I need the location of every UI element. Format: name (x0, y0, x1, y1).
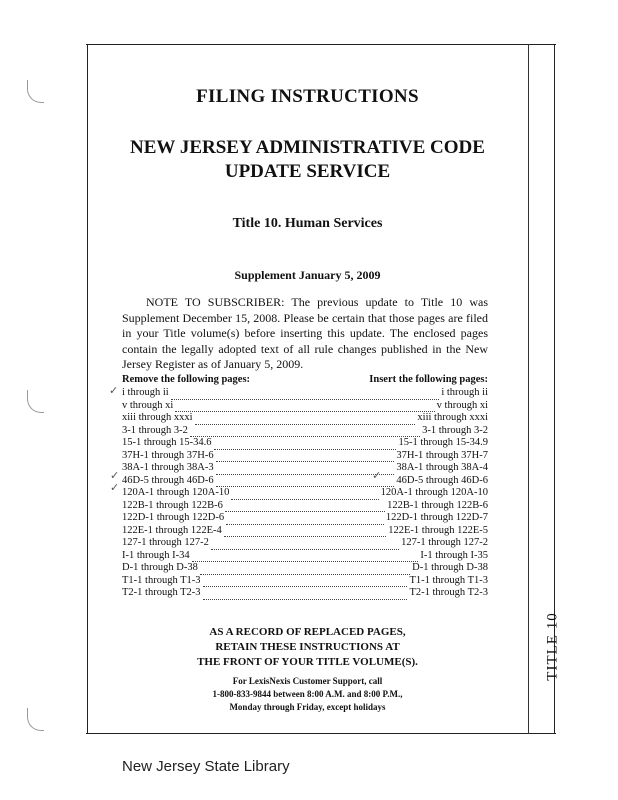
handwritten-check-mark: ✓ (110, 470, 120, 482)
dot-leader (171, 390, 440, 400)
code-heading-line2: UPDATE SERVICE (224, 161, 391, 182)
binder-hole-middle (27, 390, 44, 413)
remove-page-range: v through xi (122, 399, 174, 411)
insert-page-range: 127-1 through 127-2 (401, 537, 488, 548)
page-list-row (122, 400, 488, 413)
dot-leader (192, 552, 419, 562)
page-list-row (122, 425, 488, 438)
insert-page-range: I-1 through I-35 (420, 549, 488, 561)
support-line: For LexisNexis Customer Support, call (232, 676, 383, 686)
page-list-row (122, 462, 488, 475)
remove-page-range: 122B-1 through 122B-6 (122, 499, 223, 511)
page-list-row (122, 575, 488, 588)
remove-page-range: 120A-1 through 120A-10 (122, 487, 230, 498)
page-list-row (122, 537, 488, 550)
remove-page-range: 46D-5 through 46D-6 (122, 474, 214, 486)
remove-page-range: i through ii (122, 387, 169, 398)
dot-leader (214, 440, 397, 450)
title-tab-label: TITLE 10 (544, 611, 561, 681)
handwritten-check-mark: ✓ (372, 470, 382, 482)
insert-page-range: 38A-1 through 38A-4 (396, 462, 488, 473)
remove-page-range: 37H-1 through 37H-6 (122, 449, 214, 461)
page-list-row (122, 487, 488, 500)
dot-leader (226, 515, 384, 525)
code-heading-line1: NEW JERSEY ADMINISTRATIVE CODE (130, 137, 485, 158)
dot-leader (231, 490, 378, 500)
remove-page-range: 122E-1 through 122E-4 (122, 524, 222, 536)
remove-page-range: 38A-1 through 38A-3 (122, 462, 214, 473)
dot-leader (195, 415, 416, 425)
insert-page-range: D-1 through D-38 (412, 562, 488, 573)
code-heading (87, 136, 528, 184)
dot-leader (216, 465, 395, 475)
dot-leader (216, 477, 395, 487)
handwritten-check-mark: ✓ (110, 482, 120, 494)
remove-pages-header: Remove the following pages: (122, 374, 251, 385)
remove-page-range: D-1 through D-38 (122, 562, 198, 573)
insert-pages-header: Insert the following pages: (369, 374, 488, 385)
support-hours-line: Monday through Friday, except holidays (229, 702, 386, 712)
dot-leader (200, 565, 410, 575)
title-tab (541, 606, 565, 686)
dot-leader (175, 402, 434, 412)
dot-leader (211, 540, 399, 550)
handwritten-check-mark: ✓ (109, 385, 119, 397)
page-list-row (122, 437, 488, 450)
remove-page-range: 122D-1 through 122D-6 (122, 512, 225, 523)
remove-page-range: 15-1 through 15-34.6 (122, 437, 212, 448)
customer-support-info (87, 675, 528, 714)
insert-page-range: T2-1 through T2-3 (409, 587, 488, 598)
page-list-row (122, 450, 488, 463)
dot-leader (224, 527, 387, 537)
page-list-row (122, 475, 488, 488)
page-list-row (122, 562, 488, 575)
supplement-date-heading: Supplement January 5, 2009 (234, 268, 381, 282)
record-line: THE FRONT OF YOUR TITLE VOLUME(S). (197, 656, 418, 668)
record-instructions (87, 625, 528, 670)
page-list-row (122, 500, 488, 513)
insert-page-range: xiii through xxxi (417, 412, 488, 423)
remove-page-range: 127-1 through 127-2 (122, 537, 209, 548)
subscriber-note: NOTE TO SUBSCRIBER: The previous update to Title 10 was Supplement December 15, 2008. Please be certain that those pages are filed in your Title volume(s) before inserting this update. The enclosed pages contain the legally adopted text of all rule changes published in the New Jersey Register as of January 5, 2009. (122, 295, 488, 371)
binder-hole-bottom (27, 708, 44, 731)
dot-leader (203, 590, 408, 600)
record-line: AS A RECORD OF REPLACED PAGES, (209, 626, 406, 638)
page-list-row (122, 525, 488, 538)
dot-leader (225, 502, 385, 512)
dot-leader (203, 577, 408, 587)
insert-page-range: 15-1 through 15-34.9 (398, 437, 488, 448)
tab-divider-line (528, 44, 529, 734)
remove-page-range: I-1 through I-34 (122, 549, 190, 561)
remove-page-range: T2-1 through T2-3 (122, 587, 201, 598)
page-list-header (122, 374, 488, 385)
insert-page-range: 122D-1 through 122D-7 (385, 512, 488, 523)
remove-page-range: T1-1 through T1-3 (122, 574, 201, 586)
remove-page-range: 3-1 through 3-2 (122, 424, 188, 436)
support-phone-line: 1-800-833-9844 between 8:00 A.M. and 8:00 P.M., (212, 689, 403, 699)
dot-leader (190, 427, 420, 437)
insert-page-range: v through xi (436, 399, 488, 411)
insert-page-range: 120A-1 through 120A-10 (380, 487, 488, 498)
title-number-heading: Title 10. Human Services (232, 216, 383, 231)
insert-page-range: T1-1 through T1-3 (409, 574, 488, 586)
insert-page-range: 122E-1 through 122E-5 (388, 524, 488, 536)
page-list-row (122, 412, 488, 425)
page-list (122, 387, 488, 600)
record-line: RETAIN THESE INSTRUCTIONS AT (215, 641, 400, 653)
page-list-row (122, 550, 488, 563)
insert-page-range: 37H-1 through 37H-7 (396, 449, 488, 461)
binder-hole-top (27, 80, 44, 103)
remove-page-range: xiii through xxxi (122, 412, 193, 423)
page-list-row (122, 387, 488, 400)
page-title: FILING INSTRUCTIONS (196, 86, 419, 107)
page-list-row (122, 587, 488, 600)
insert-page-range: 3-1 through 3-2 (422, 424, 488, 436)
dot-leader (216, 452, 395, 462)
insert-page-range: i through ii (441, 387, 488, 398)
insert-page-range: 46D-5 through 46D-6 (396, 474, 488, 486)
page-list-row (122, 512, 488, 525)
insert-page-range: 122B-1 through 122B-6 (387, 499, 488, 511)
library-footer: New Jersey State Library (122, 758, 290, 775)
